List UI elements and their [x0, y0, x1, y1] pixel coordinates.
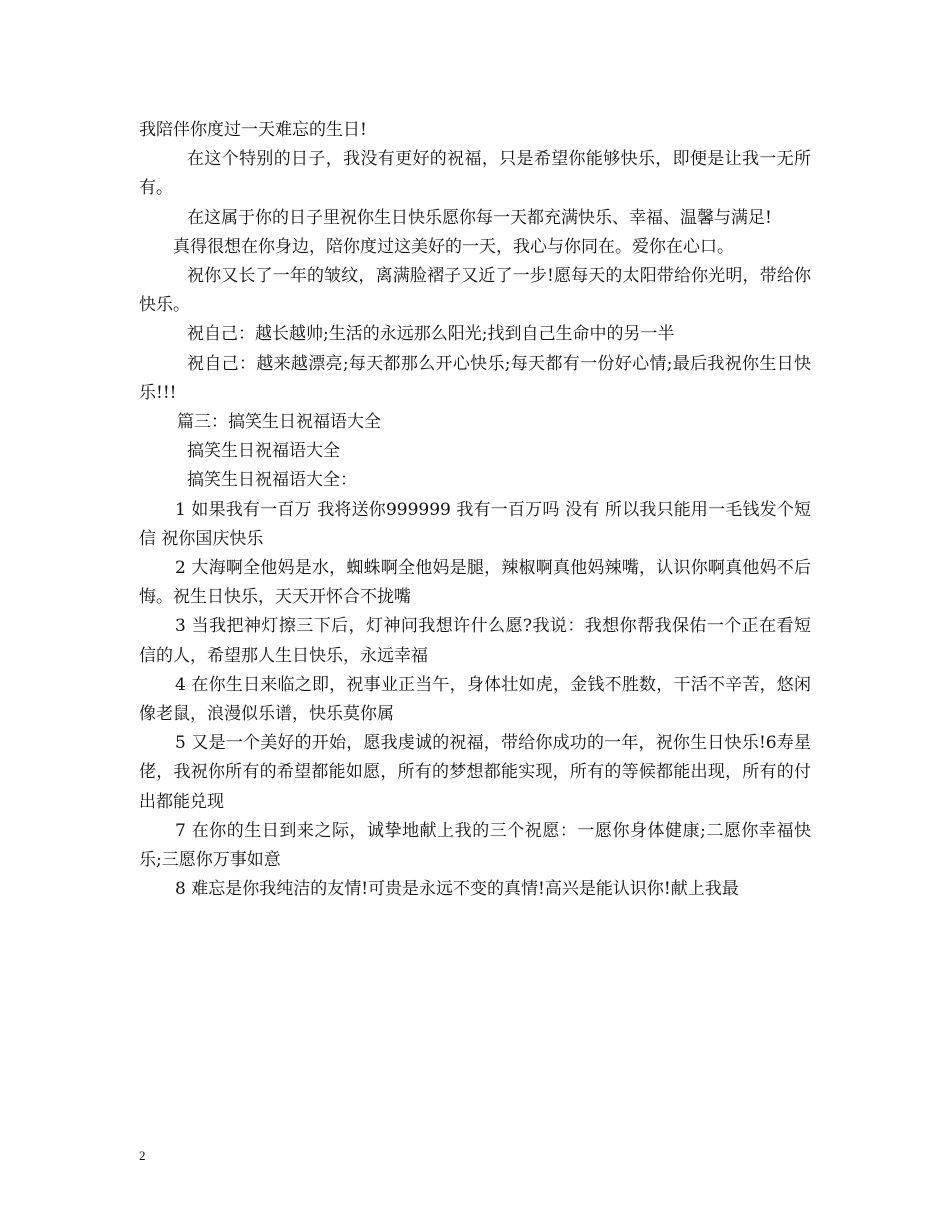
- paragraph-6: 祝自己：越长越帅;生活的永远那么阳光;找到自己生命中的另一半: [187, 324, 675, 345]
- list-item-8: 8 难忘是你我纯洁的友情!可贵是永远不变的真情!高兴是能认识你!献上我最: [175, 879, 739, 900]
- list-item-3: 3 当我把神灯擦三下后，灯神问我想许什么愿?我说：我想你帮我保佑一个正在看短信的人，希望那人生日快乐，永远幸福: [139, 616, 811, 666]
- paragraph-1: 我陪伴你度过一天难忘的生日!: [139, 120, 367, 140]
- page-number: 2: [139, 1148, 146, 1163]
- paragraph-3: 在这属于你的日子里祝你生日快乐愿你每一天都充满快乐、幸福、温馨与满足!: [187, 207, 772, 228]
- section-subtitle: 搞笑生日祝福语大全: [187, 441, 340, 462]
- list-item-7: 7 在你的生日到来之际，诚挚地献上我的三个祝愿：一愿你身体健康;二愿你幸福快乐;三愿你万事如意: [139, 820, 811, 871]
- paragraph-2: 在这个特别的日子，我没有更好的祝福，只是希望你能够快乐，即便是让我一无所有。: [139, 149, 811, 199]
- list-item-1: 1 如果我有一百万 我将送你999999 我有一百万吗 没有 所以我只能用一毛钱发个短信 祝你国庆快乐: [139, 499, 811, 549]
- document-body: [139, 116, 811, 904]
- section-heading: 篇三：搞笑生日祝福语大全: [177, 412, 381, 433]
- list-item-4: 4 在你生日来临之即，祝事业正当午，身体壮如虎，金钱不胜数，干活不辛苦，悠闲像老鼠，浪漫似乐谱，快乐莫你属: [139, 674, 811, 725]
- paragraph-7: 祝自己：越来越漂亮;每天都那么开心快乐;每天都有一份好心情;最后我祝你生日快乐!!!: [139, 353, 811, 403]
- section-intro: 搞笑生日祝福语大全：: [187, 470, 357, 491]
- paragraph-5: 祝你又长了一年的皱纹，离满脸褶子又近了一步!愿每天的太阳带给你光明，带给你快乐。: [139, 266, 811, 316]
- list-item-2: 2 大海啊全他妈是水，蜘蛛啊全他妈是腿，辣椒啊真他妈辣嘴，认识你啊真他妈不后悔。祝生日快乐，天天开怀合不拢嘴: [139, 558, 811, 608]
- paragraph-4: 真得很想在你身边，陪你度过这美好的一天，我心与你同在。爱你在心口。: [173, 236, 734, 257]
- list-item-5: 5 又是一个美好的开始，愿我虔诚的祝福，带给你成功的一年，祝你生日快乐!6寿星佬，我祝你所有的希望都能如愿，所有的梦想都能实现，所有的等候都能出现，所有的付出都能兑现: [139, 733, 811, 812]
